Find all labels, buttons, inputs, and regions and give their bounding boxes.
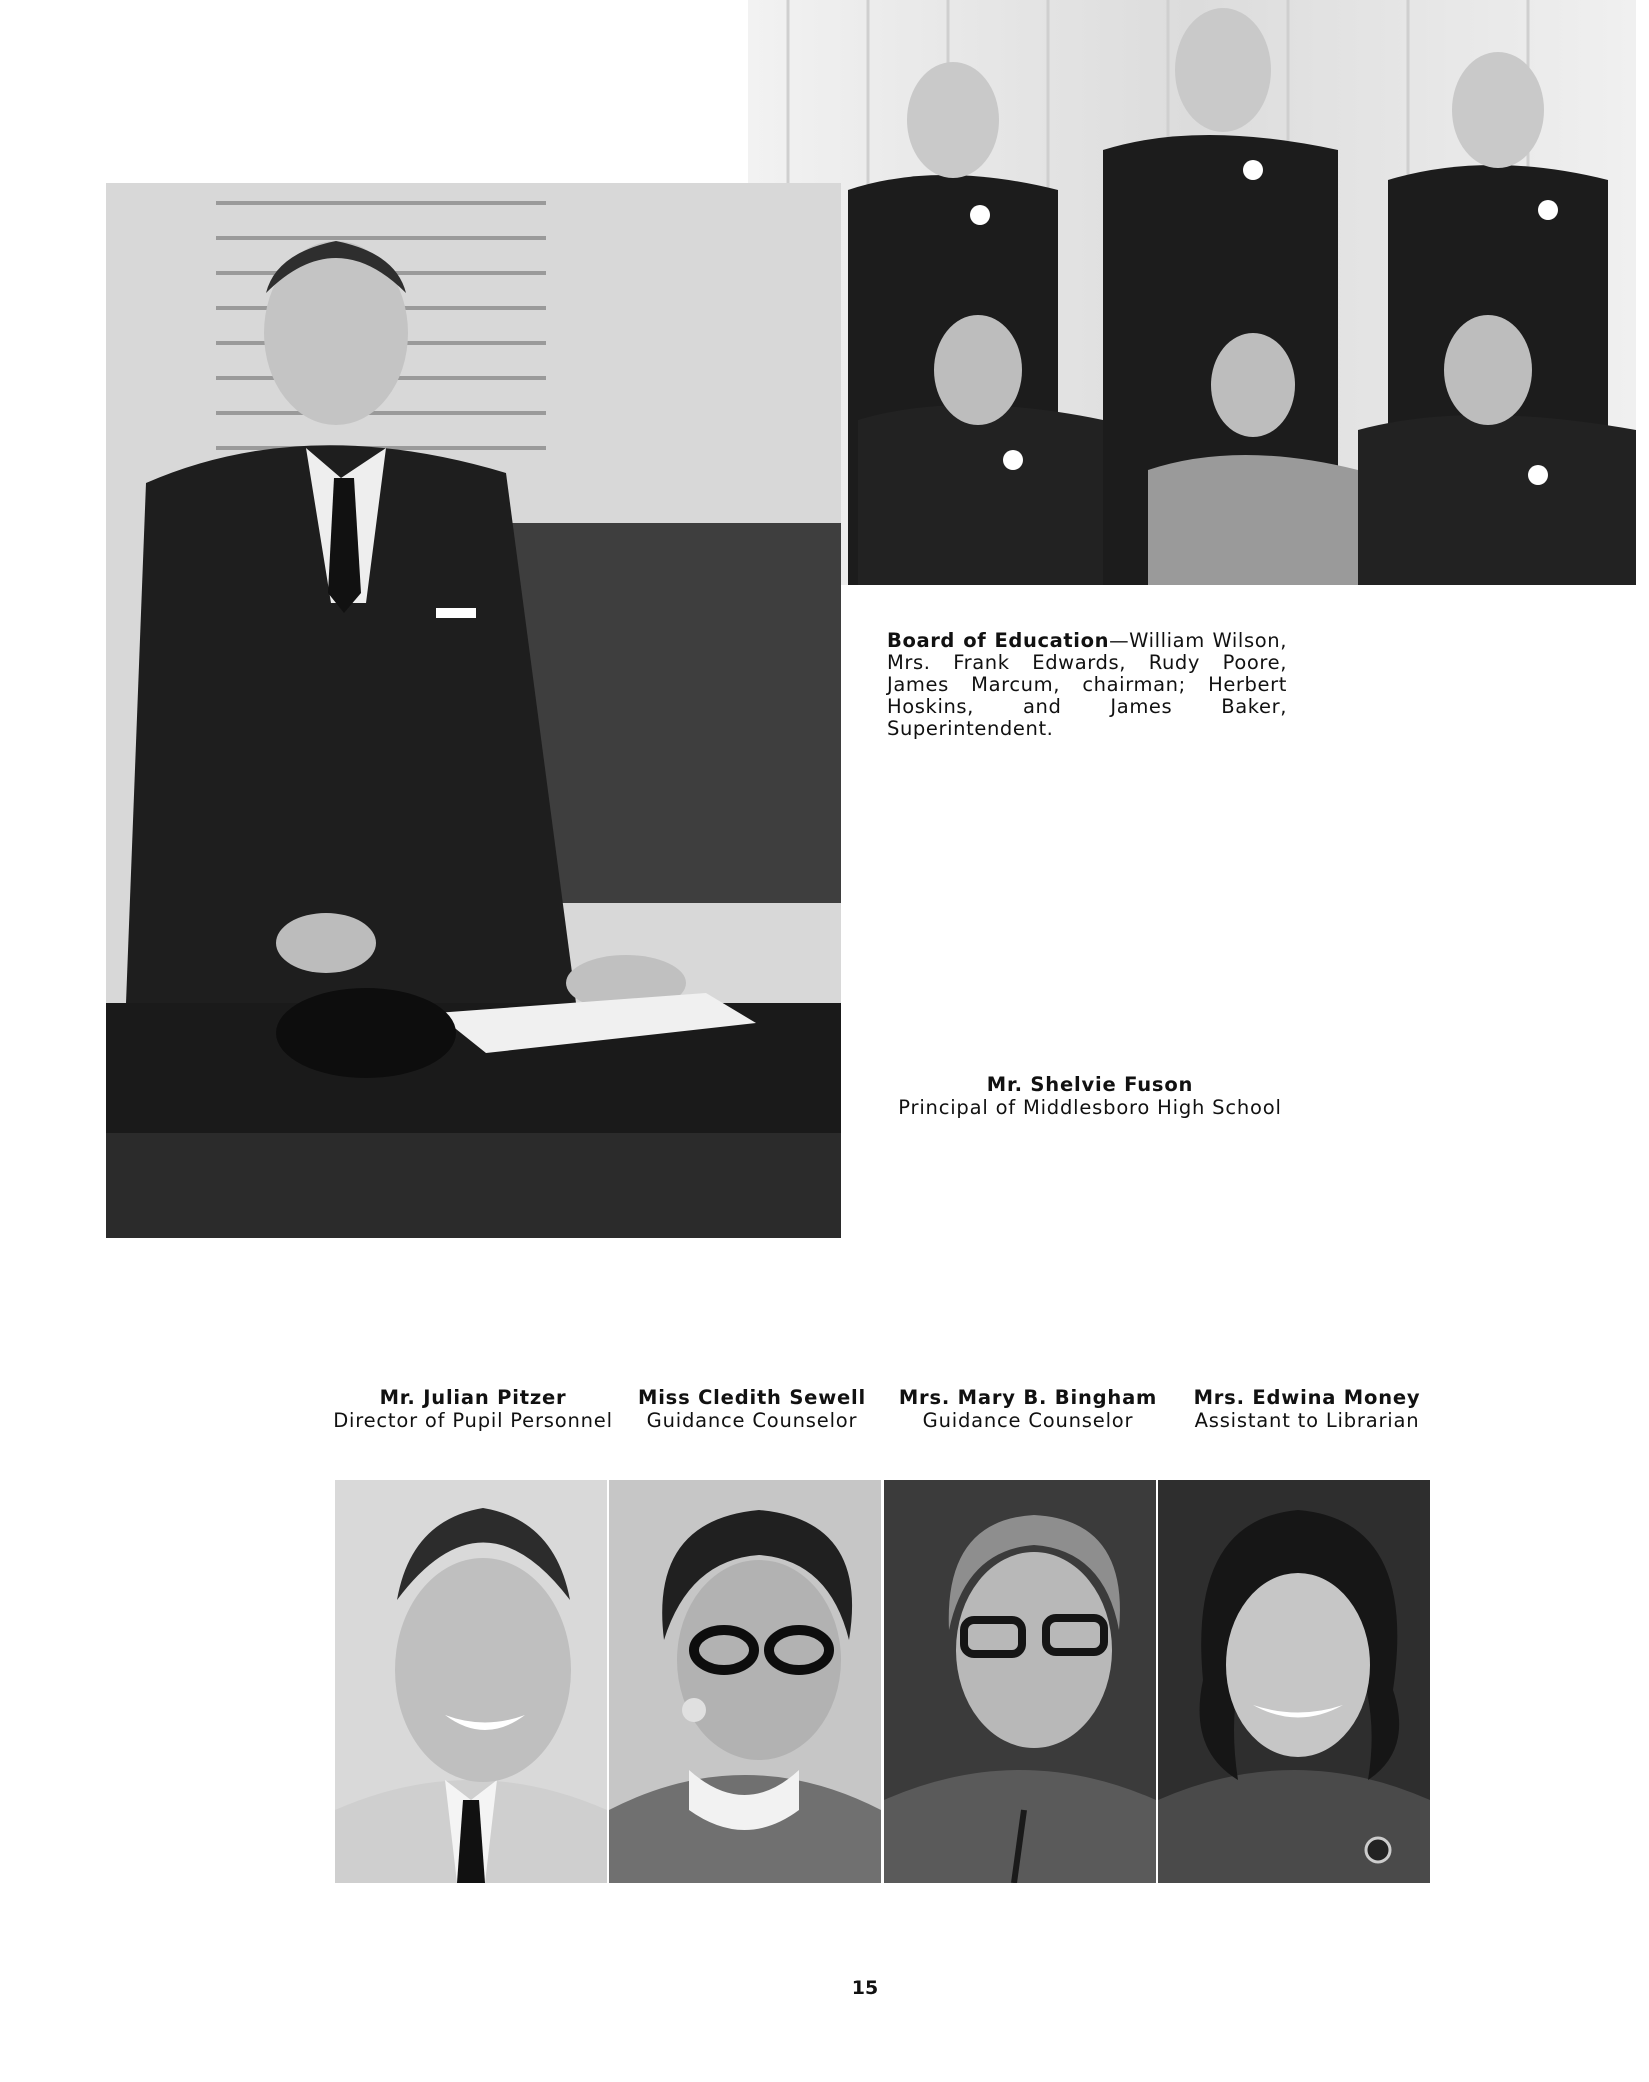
staff-portrait-pitzer	[335, 1480, 607, 1883]
staff-portrait-money	[1158, 1480, 1430, 1883]
board-of-education-photo	[748, 0, 1636, 585]
principal-photo	[106, 183, 841, 1238]
staff-name: Mrs. Edwina Money	[1193, 1386, 1421, 1409]
staff-name: Miss Cledith Sewell	[637, 1386, 867, 1409]
staff-name: Mrs. Mary B. Bingham	[898, 1386, 1158, 1409]
staff-title: Director of Pupil Personnel	[333, 1409, 613, 1432]
principal-name: Mr. Shelvie Fuson	[986, 1073, 1194, 1096]
board-of-education-caption	[887, 630, 1287, 740]
staff-title: Guidance Counselor	[646, 1409, 858, 1432]
staff-caption	[883, 1386, 1173, 1432]
staff-name: Mr. Julian Pitzer	[379, 1386, 567, 1409]
principal-title: Principal of Middlesboro High School	[898, 1096, 1282, 1119]
page-number: 15	[851, 1977, 879, 1999]
staff-title: Guidance Counselor	[922, 1409, 1134, 1432]
principal-caption	[860, 1073, 1320, 1119]
staff-title: Assistant to Librarian	[1194, 1409, 1420, 1432]
staff-caption	[328, 1386, 618, 1432]
staff-portrait-bingham	[884, 1480, 1156, 1883]
staff-caption	[1162, 1386, 1452, 1432]
board-caption-heading: Board of Education	[887, 629, 1110, 652]
staff-portrait-sewell	[609, 1480, 881, 1883]
board-caption-text: —William Wilson, Mrs. Frank Edwards, Rudy Poore, James Marcum, chairman; Herbert Hoskins, and James Baker, Superintendent.	[887, 629, 1287, 740]
staff-caption	[607, 1386, 897, 1432]
